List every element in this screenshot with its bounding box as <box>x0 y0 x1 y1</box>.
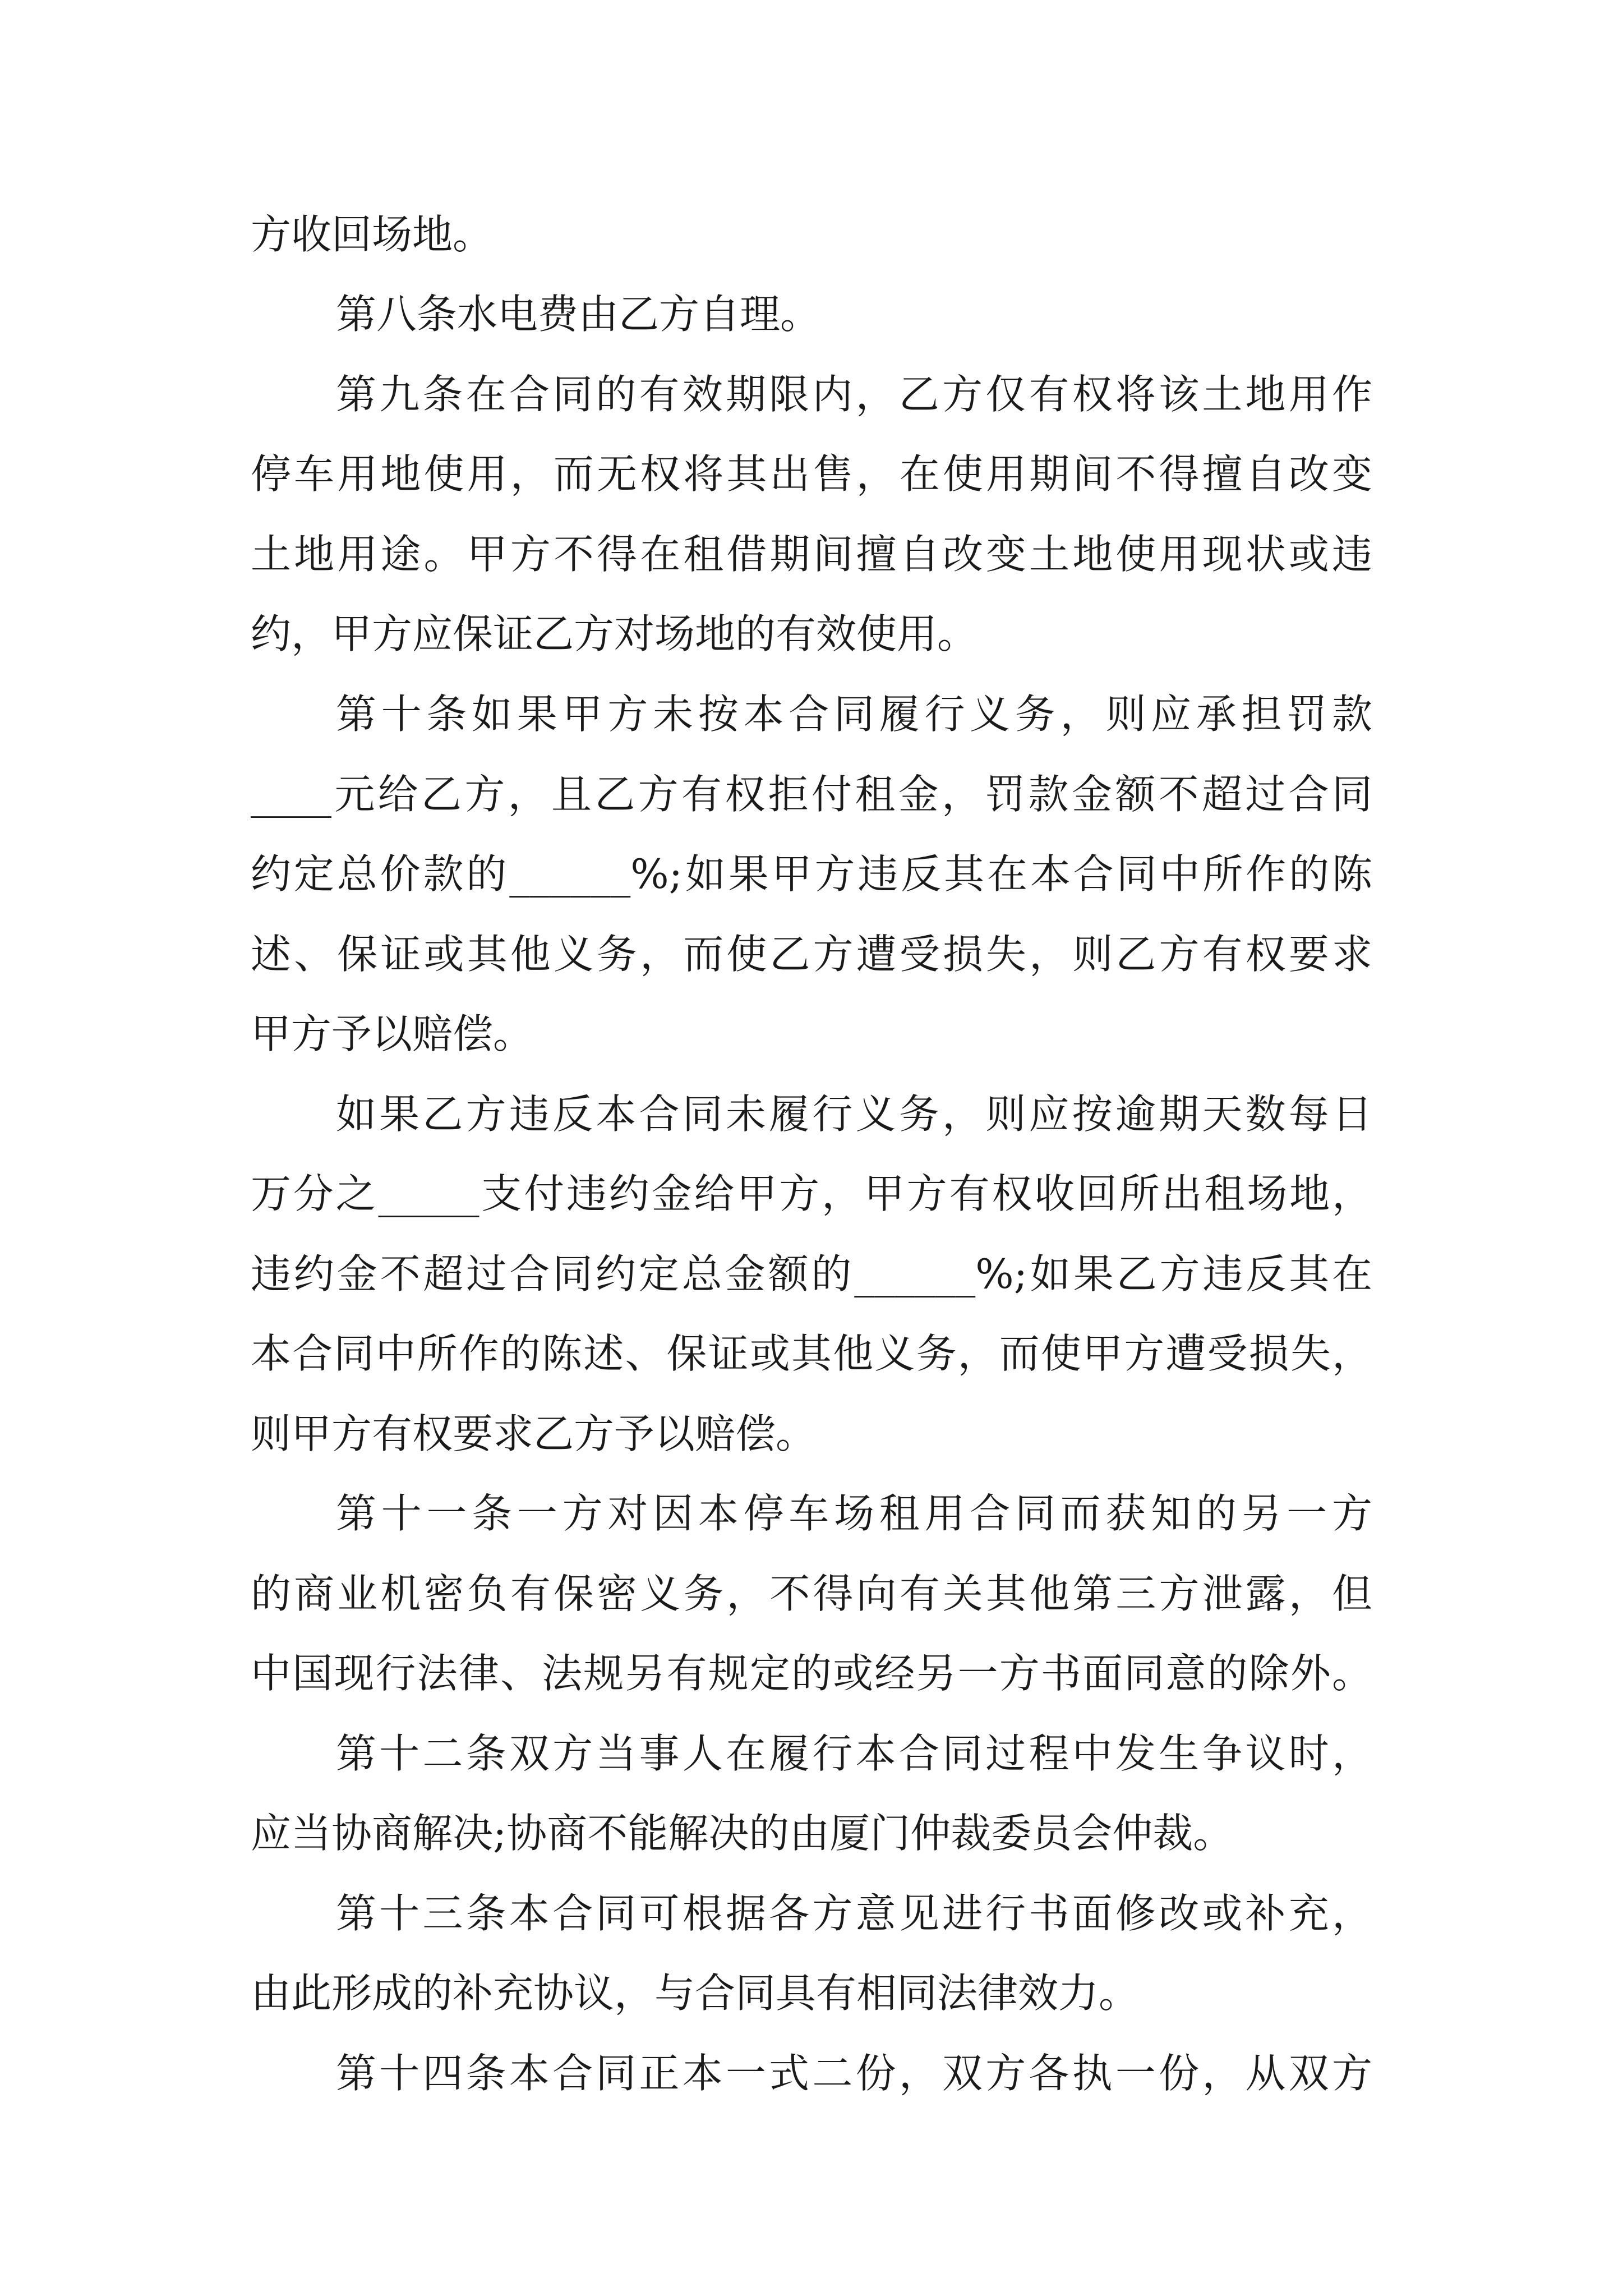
text-line: ____元给乙方，且乙方有权拒付租金，罚款金额不超过合同 <box>251 771 1372 818</box>
text-line: 第八条水电费由乙方自理。 <box>336 291 821 338</box>
text-line: 述、保证或其他义务，而使乙方遭受损失，则乙方有权要求 <box>251 931 1372 978</box>
text-line: 第十一条一方对因本停车场租用合同而获知的另一方 <box>336 1490 1372 1537</box>
text-line: 第十三条本合同可根据各方意见进行书面修改或补充， <box>336 1890 1372 1937</box>
text-line: 约定总价款的______%;如果甲方违反其在本合同中所作的陈 <box>251 850 1372 898</box>
text-line: 由此形成的补充协议，与合同具有相同法律效力。 <box>251 1970 1140 2017</box>
text-line: 停车用地使用，而无权将其出售，在使用期间不得擅自改变 <box>251 450 1372 498</box>
text-line: 万分之_____支付违约金给甲方，甲方有权收回所出租场地， <box>251 1170 1372 1217</box>
text-line: 土地用途。甲方不得在租借期间擅自改变土地使用现状或违 <box>251 531 1372 578</box>
text-line: 违约金不超过合同约定总金额的______%;如果乙方违反其在 <box>251 1250 1372 1297</box>
text-line: 中国现行法律、法规另有规定的或经另一方书面同意的除外。 <box>251 1650 1372 1697</box>
text-line: 第十四条本合同正本一式二份，双方各执一份，从双方 <box>336 2050 1372 2097</box>
text-line: 约，甲方应保证乙方对场地的有效使用。 <box>251 610 978 657</box>
text-line: 则甲方有权要求乙方予以赔偿。 <box>251 1410 817 1457</box>
text-line: 第九条在合同的有效期限内，乙方仅有权将该土地用作 <box>336 371 1372 418</box>
text-line: 的商业机密负有保密义务，不得向有关其他第三方泄露，但 <box>251 1570 1372 1617</box>
text-line: 应当协商解决;协商不能解决的由厦门仲裁委员会仲裁。 <box>251 1810 1234 1857</box>
text-line: 如果乙方违反本合同未履行义务，则应按逾期天数每日 <box>336 1091 1372 1138</box>
text-line: 本合同中所作的陈述、保证或其他义务，而使甲方遭受损失， <box>251 1330 1372 1377</box>
text-line: 第十二条双方当事人在履行本合同过程中发生争议时， <box>336 1730 1372 1777</box>
text-line: 方收回场地。 <box>251 211 494 258</box>
text-line: 甲方予以赔偿。 <box>251 1010 534 1057</box>
text-line: 第十条如果甲方未按本合同履行义务，则应承担罚款 <box>336 691 1372 738</box>
